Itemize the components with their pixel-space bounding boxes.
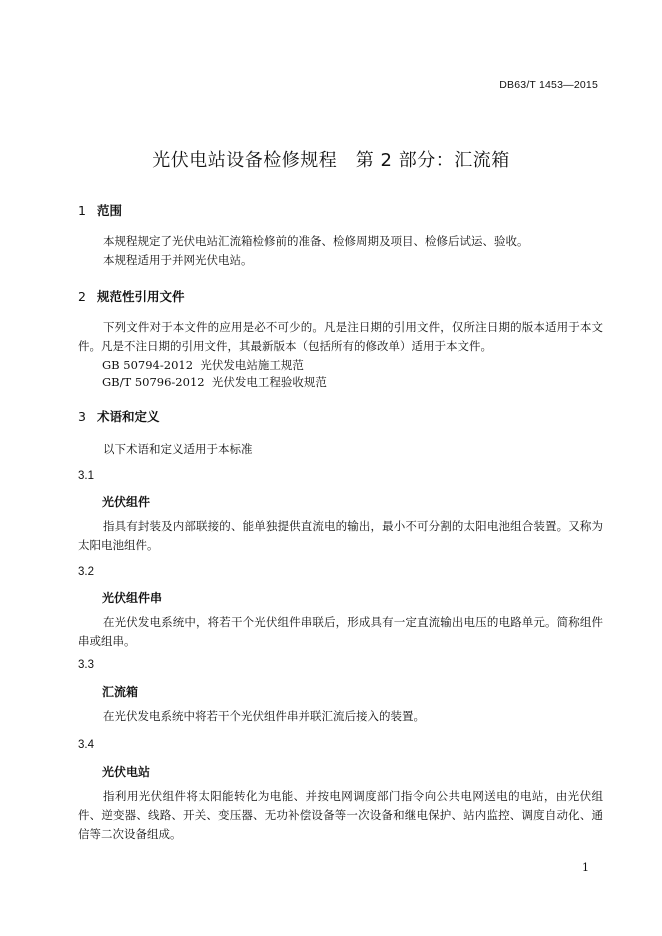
- document-code: DB63/T 1453—2015: [499, 79, 598, 91]
- term-definition: 指利用光伏组件将太阳能转化为电能、并按电网调度部门指令向公共电网送电的电站，由光伏组件、逆变器、线路、开关、变压器、无功补偿设备等一次设备和继电保护、站内监控、调度自动化、通信等二次设备组成。: [78, 789, 603, 841]
- section-2-heading: [78, 287, 185, 305]
- section-number: 2: [78, 289, 86, 304]
- paragraph: 以下术语和定义适用于本标准: [103, 442, 253, 456]
- section-title: 范围: [97, 203, 123, 218]
- reference-item: GB/T 50796-2012 光伏发电工程验收规范: [102, 375, 327, 389]
- term-name: 光伏组件串: [102, 591, 163, 605]
- paragraph: 本规程规定了光伏电站汇流箱检修前的准备、检修周期及项目、检修后试运、验收。: [103, 234, 529, 248]
- term-number: 3.1: [78, 470, 94, 482]
- page-number: 1: [582, 861, 589, 874]
- term-name: 光伏组件: [102, 495, 151, 509]
- term-definition: 指具有封装及内部联接的、能单独提供直流电的输出，最小不可分割的太阳电池组合装置。又称为太阳电池组件。: [78, 519, 603, 552]
- paragraph: 下列文件对于本文件的应用是必不可少的。凡是注日期的引用文件，仅所注日期的版本适用于本文件。凡是不注日期的引用文件，其最新版本（包括所有的修改单）适用于本文件。: [78, 320, 603, 353]
- section-1-heading: [78, 201, 122, 219]
- term-definition: 在光伏发电系统中将若干个光伏组件串并联汇流后接入的装置。: [103, 709, 425, 723]
- term-name: 光伏电站: [102, 765, 151, 779]
- reference-item: GB 50794-2012 光伏发电站施工规范: [102, 358, 304, 372]
- term-number: 3.3: [78, 659, 94, 671]
- document-title: 光伏电站设备检修规程 第 2 部分：汇流箱: [152, 150, 510, 171]
- term-name: 汇流箱: [102, 685, 139, 699]
- term-number: 3.2: [78, 566, 94, 578]
- term-number: 3.4: [78, 739, 94, 751]
- term-definition: 在光伏发电系统中，将若干个光伏组件串联后，形成具有一定直流输出电压的电路单元。简称组件串或组串。: [78, 615, 603, 648]
- section-3-heading: [78, 407, 160, 425]
- section-number: 3: [78, 409, 86, 424]
- section-number: 1: [78, 203, 86, 218]
- paragraph: 本规程适用于并网光伏电站。: [103, 253, 253, 267]
- section-title: 规范性引用文件: [97, 289, 185, 304]
- section-title: 术语和定义: [97, 409, 160, 424]
